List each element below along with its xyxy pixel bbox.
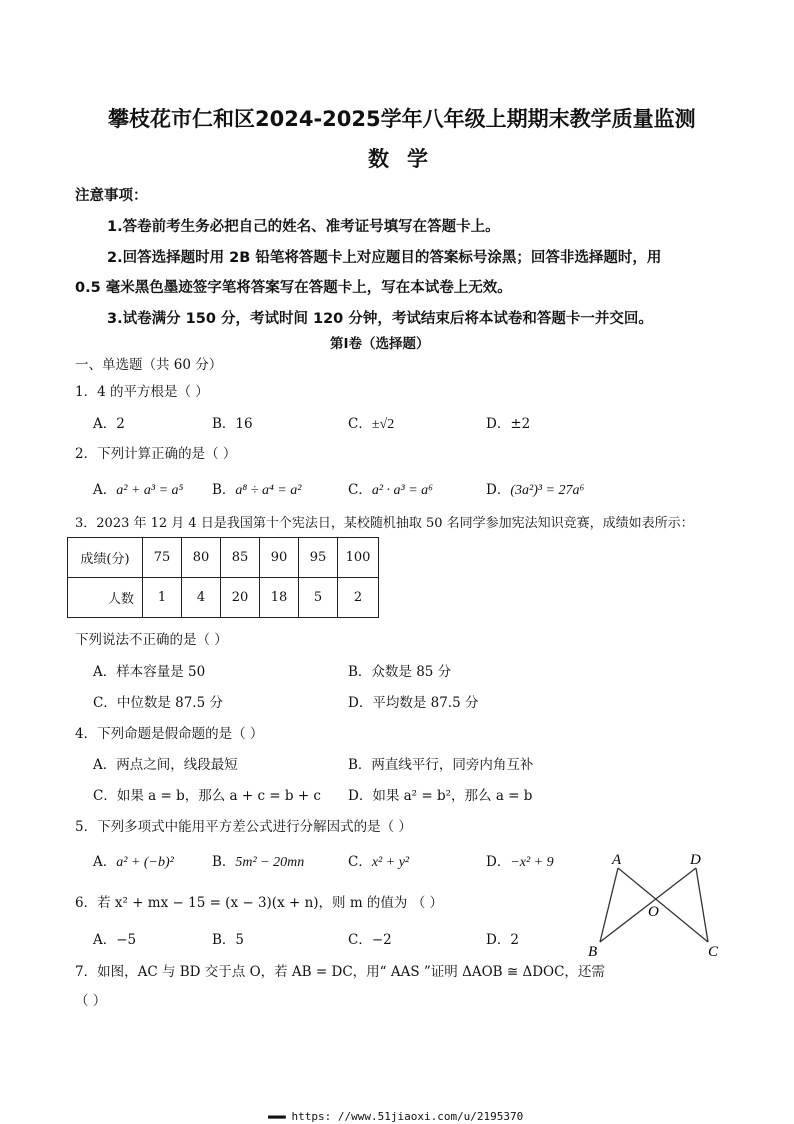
q3-option-b: B．众数是 85 分 [348, 664, 452, 680]
q1-option-c-math: ±√2 [371, 417, 395, 432]
q6-option-c: C．−2 [348, 932, 392, 948]
question-3-prompt: 下列说法不正确的是（ ） [75, 632, 228, 648]
q2-option-d [486, 478, 584, 499]
segment-ac [618, 868, 708, 942]
score-table [67, 537, 379, 618]
q4-option-b: B．两直线平行，同旁内角互补 [348, 757, 534, 773]
score-cell: 85 [221, 538, 260, 578]
count-cell: 2 [338, 578, 379, 618]
q5-option-d-math: −x² + 9 [510, 855, 554, 870]
q2-option-a-label: A． [93, 482, 117, 498]
subject-title: 数学 [368, 147, 446, 171]
q6-option-d: D．2 [486, 932, 519, 948]
q2-option-b-label: B． [212, 482, 236, 498]
count-cell: 5 [299, 578, 338, 618]
question-7-stem: 7．如图，AC 与 BD 交于点 O，若 AB = DC，用“ AAS ”证明 ΔAOB ≅ ΔDOC，还需 [75, 964, 605, 980]
score-cell: 90 [260, 538, 299, 578]
question-6-stem: 6．若 x² + mx − 15 = (x − 3)(x + n)，则 m 的值为 （ ） [75, 895, 444, 911]
q5-option-d-label: D． [486, 854, 511, 870]
q1-option-d: D．±2 [486, 416, 531, 432]
q2-option-d-label: D． [486, 482, 511, 498]
q1-option-c-label: C． [348, 416, 372, 432]
q6-option-b: B．5 [212, 932, 245, 948]
volume-heading: 第Ⅰ卷（选择题） [330, 336, 430, 352]
question-5-stem: 5．下列多项式中能用平方差公式进行分解因式的是（ ） [75, 819, 412, 835]
segment-dc [696, 868, 708, 942]
notice-heading: 注意事项： [75, 188, 148, 204]
q2-option-c-label: C． [348, 482, 372, 498]
q5-option-b-label: B． [212, 854, 236, 870]
q5-option-a [93, 850, 174, 871]
count-row-label: 人数 [68, 578, 143, 618]
count-cell: 20 [221, 578, 260, 618]
page-title: 攀枝花市仁和区2024-2025学年八年级上期期末教学质量监测 [108, 107, 696, 131]
q5-option-c-math: x² + y² [371, 855, 410, 870]
q5-option-b [212, 850, 304, 871]
q3-option-a: A．样本容量是 50 [93, 664, 206, 680]
q5-option-b-math: 5m² − 20mn [235, 855, 305, 870]
label-a: A [612, 852, 622, 868]
count-cell: 4 [182, 578, 221, 618]
q2-option-a [93, 478, 183, 499]
q2-option-b [212, 478, 301, 499]
q5-option-d [486, 850, 554, 871]
score-cell: 80 [182, 538, 221, 578]
notice-item-3: 3.试卷满分 150 分，考试时间 120 分钟，考试结束后将本试卷和答题卡一并交回。 [107, 311, 653, 327]
question-2-stem: 2．下列计算正确的是（ ） [75, 446, 237, 462]
score-row-label: 成绩(分) [68, 538, 143, 578]
notice-item-1: 1.答卷前考生务必把自己的姓名、准考证号填写在答题卡上。 [107, 219, 500, 235]
score-cell: 75 [143, 538, 182, 578]
label-d: D [690, 852, 701, 868]
q5-option-a-label: A． [93, 854, 117, 870]
label-c: C [708, 944, 719, 960]
q3-option-d: D．平均数是 87.5 分 [348, 695, 479, 711]
q1-option-b: B．16 [212, 416, 253, 432]
q4-option-c: C．如果 a = b，那么 a + c = b + c [93, 788, 321, 804]
notice-item-2-line-1: 2.回答选择题时用 2B 铅笔将答题卡上对应题目的答案标号涂黑；回答非选择题时，用 [107, 250, 662, 266]
q5-option-c [348, 850, 409, 871]
q2-option-a-math: a² + a³ = a⁵ [116, 483, 184, 498]
question-4-stem: 4．下列命题是假命题的是（ ） [75, 726, 264, 742]
notice-item-2-line-2: 0.5 毫米黑色墨迹签字笔将答案写在答题卡上，写在本试卷上无效。 [75, 280, 512, 296]
q5-option-a-math: a² + (−b)² [116, 855, 174, 870]
q2-option-d-math: (3a²)³ = 27a⁶ [510, 483, 585, 498]
score-cell: 100 [338, 538, 379, 578]
question-7-stem-cont: （ ） [75, 993, 107, 1009]
q2-option-b-math: a⁸ ÷ a⁴ = a² [235, 483, 302, 498]
score-cell: 95 [299, 538, 338, 578]
q5-option-c-label: C． [348, 854, 372, 870]
q6-option-a: A．−5 [93, 932, 137, 948]
geometry-figure [586, 848, 726, 964]
q1-option-c [348, 412, 394, 433]
question-3-stem: 3．2023 年 12 月 4 日是我国第十个宪法日，某校随机抽取 50 名同学参加宪法知识竞赛，成绩如表所示： [75, 516, 694, 531]
label-b: B [588, 944, 598, 960]
question-1-stem: 1．4 的平方根是（ ） [75, 384, 209, 400]
q2-option-c [348, 478, 433, 499]
score-row [68, 538, 379, 578]
footer-logo-icon: ▬▬▬ [268, 1110, 285, 1123]
count-cell: 18 [260, 578, 299, 618]
label-o: O [648, 904, 659, 920]
section-heading: 一、单选题（共 60 分） [75, 357, 223, 373]
q2-option-c-math: a² · a³ = a⁶ [371, 483, 434, 498]
footer-watermark [268, 1110, 523, 1123]
footer-url[interactable]: https: //www.51jiaoxi.com/u/2195370 [291, 1110, 524, 1123]
q3-option-c: C．中位数是 87.5 分 [93, 695, 223, 711]
count-row [68, 578, 379, 618]
count-cell: 1 [143, 578, 182, 618]
q1-option-a: A．2 [93, 416, 125, 432]
q4-option-a: A．两点之间，线段最短 [93, 757, 238, 773]
q4-option-d: D．如果 a² = b²，那么 a = b [348, 788, 533, 804]
